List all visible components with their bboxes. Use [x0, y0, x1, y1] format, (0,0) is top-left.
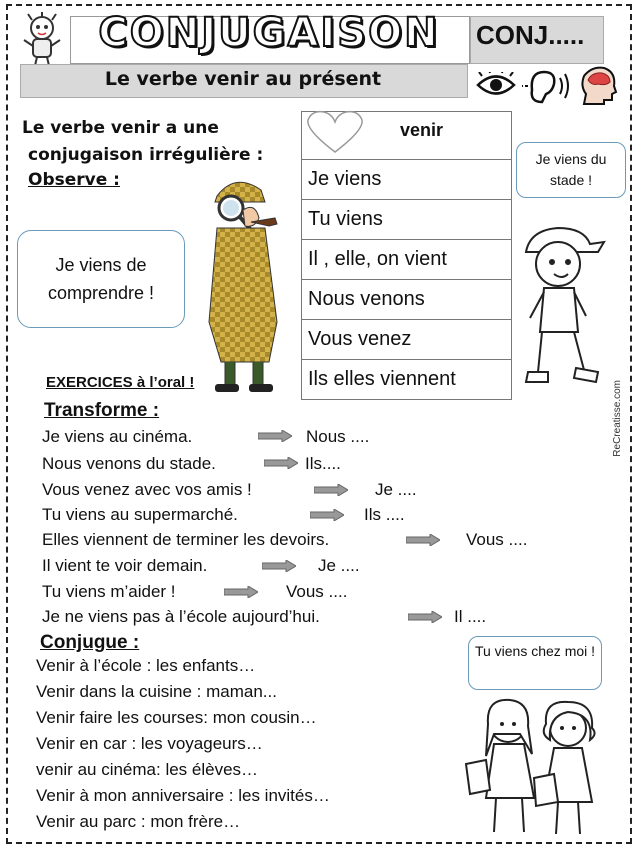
arrow-icon — [262, 559, 296, 577]
boy-speech-text: Je viens du stade ! — [535, 151, 607, 188]
exercise-answer: Ils.... — [305, 454, 341, 473]
exercise-sentence: Tu viens m’aider ! — [42, 582, 176, 601]
arrow-icon — [408, 610, 442, 628]
conjugue-item: Venir dans la cuisine : maman... — [36, 682, 277, 701]
exercise-sentence: Je ne viens pas à l’école aujourd’hui. — [42, 607, 320, 626]
table-row — [302, 360, 512, 400]
arrow-icon — [314, 483, 348, 501]
conjugue-item: Venir en car : les voyageurs… — [36, 734, 263, 753]
detective-speech-bubble — [17, 230, 185, 328]
intro-line-2: conjugaison irrégulière : — [28, 145, 264, 165]
arrow-icon — [310, 508, 344, 526]
arrow-icon — [224, 585, 258, 603]
conjugue-item: Venir à l’école : les enfants… — [36, 656, 256, 675]
conjugue-item: venir au cinéma: les élèves… — [36, 760, 259, 779]
conjugue-item: Venir au parc : mon frère… — [36, 812, 241, 831]
exercise-sentence: Il vient te voir demain. — [42, 556, 208, 575]
conjugue-item: Venir faire les courses: mon cousin… — [36, 708, 317, 727]
conjugue-label: Conjugue : — [40, 632, 140, 653]
oral-exercises-label: EXERCICES à l’oral ! — [46, 374, 195, 391]
exercise-sentence: Vous venez avec vos amis ! — [42, 480, 252, 499]
table-row — [302, 320, 512, 360]
table-row — [302, 200, 512, 240]
heart-icon — [304, 110, 366, 159]
verb-label: venir — [399, 120, 444, 140]
brain-head-icon — [578, 66, 618, 111]
detective-illustration — [195, 172, 295, 402]
detective-speech-text: Je viens de comprendre ! — [47, 255, 155, 303]
table-header-row — [302, 112, 512, 160]
exercise-answer: Vous .... — [286, 582, 348, 601]
exercise-sentence: Elles viennent de terminer les devoirs. — [42, 530, 330, 549]
table-cell: Il , elle, on vient — [302, 240, 512, 280]
site-credit: ReCreatisse.com — [612, 380, 623, 457]
table-cell: Tu viens — [302, 200, 512, 240]
boy-illustration — [518, 222, 608, 402]
observe-label: Observe : — [28, 170, 120, 190]
girls-illustration — [464, 694, 614, 844]
table-cell: Je viens — [302, 160, 512, 200]
girls-speech-bubble — [468, 636, 602, 690]
table-cell: Ils elles viennent — [302, 360, 512, 400]
table-header-cell — [302, 112, 512, 160]
exercise-sentence: Tu viens au supermarché. — [42, 505, 238, 524]
page-subtitle: Le verbe venir au présent — [104, 68, 382, 90]
exercise-answer: Ils .... — [364, 505, 405, 524]
conjugue-item: Venir à mon anniversaire : les invités… — [36, 786, 330, 805]
transform-label: Transforme : — [44, 400, 160, 421]
exercise-sentence: Je viens au cinéma. — [42, 427, 193, 446]
exercise-answer: Je .... — [375, 480, 417, 499]
page-title: CONJUGAISON — [98, 10, 440, 56]
table-cell: Nous venons — [302, 280, 512, 320]
ear-icon — [520, 68, 572, 111]
table-cell: Vous venez — [302, 320, 512, 360]
table-row — [302, 280, 512, 320]
exercise-sentence: Nous venons du stade. — [42, 454, 216, 473]
lesson-code: CONJ..... — [476, 20, 585, 50]
eye-icon — [476, 72, 516, 103]
arrow-icon — [258, 429, 292, 447]
mascot-logo — [20, 12, 64, 72]
table-row — [302, 240, 512, 280]
table-row — [302, 160, 512, 200]
arrow-icon — [264, 456, 298, 474]
exercise-answer: Je .... — [318, 556, 360, 575]
conjugation-table — [301, 111, 512, 400]
intro-line-1: Le verbe venir a une — [22, 118, 219, 138]
girls-speech-text: Tu viens chez moi ! — [474, 643, 596, 659]
exercise-answer: Nous .... — [306, 427, 370, 446]
exercise-answer: Vous .... — [466, 530, 528, 549]
exercise-answer: Il .... — [454, 607, 487, 626]
boy-speech-bubble — [516, 142, 626, 198]
arrow-icon — [406, 533, 440, 551]
